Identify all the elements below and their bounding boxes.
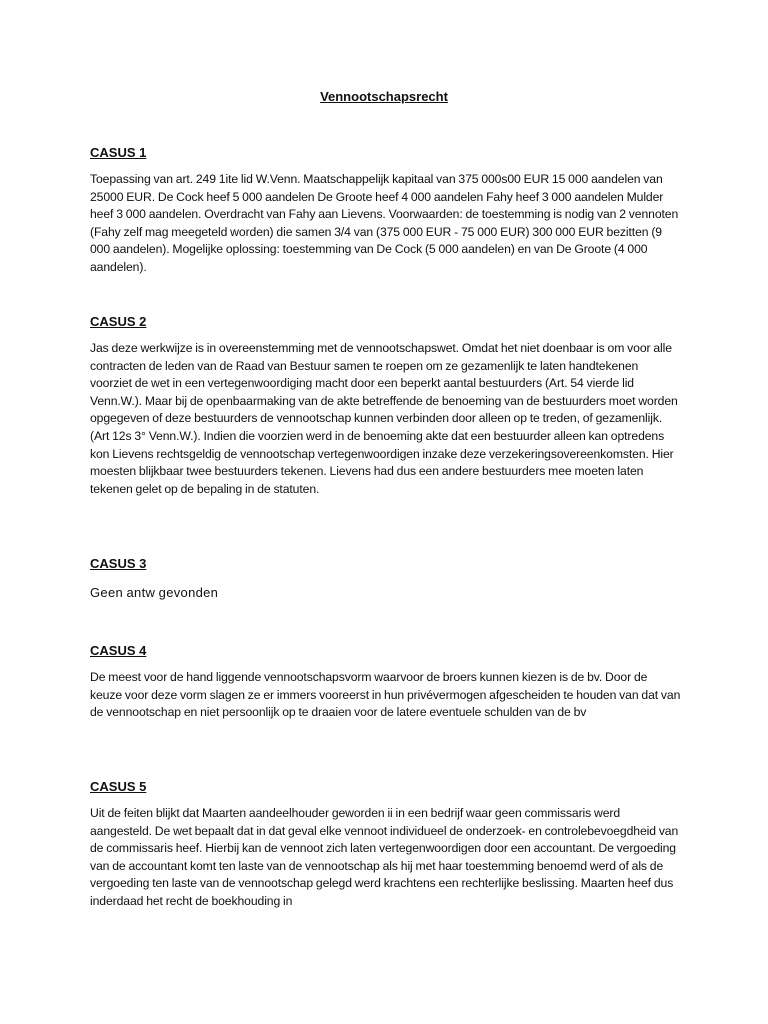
section-paragraph: Geen antw gevonden xyxy=(90,585,219,600)
section-casus-3 xyxy=(90,555,682,602)
section-casus-1 xyxy=(90,144,682,277)
section-paragraph: Uit de feiten blijkt dat Maarten aandeelhouder geworden ii in een bedrijf waar geen commissaris werd aangesteld. De wet bepaalt dat in dat geval elke vennoot individueel de onderzoek- en controlebevoegdheid van de commissaris heef. Hierbij kan de vennoot zich laten vertegenwoordigen door een accountant. De vergoeding van de accountant komt ten laste van de vennootschap als hij met haar toestemming benoemd werd of als de vergoeding ten laste van de vennootschap gelegd werd krachtens een rechterlijke beslissing. Maarten heef dus inderdaad het recht de boekhouding in xyxy=(90,806,679,908)
section-paragraph: De meest voor de hand liggende vennootschapsvorm waarvoor de broers kunnen kiezen is de bv. Door de keuze voor deze vorm slagen ze er immers vooreerst in hun privévermogen afgescheiden te houden van dat van de vennootschap en niet persoonlijk op te draaien voor de latere eventuele schulden van de bv xyxy=(90,670,681,720)
section-heading: CASUS 3 xyxy=(90,556,147,571)
section-heading: CASUS 1 xyxy=(90,145,147,160)
section-casus-2 xyxy=(90,313,682,498)
section-heading: CASUS 2 xyxy=(90,314,147,329)
section-heading: CASUS 5 xyxy=(90,779,147,794)
section-casus-5 xyxy=(90,778,682,911)
section-casus-4 xyxy=(90,642,682,722)
section-paragraph: Jas deze werkwijze is in overeenstemming met de vennootschapswet. Omdat het niet doenbaar is om voor alle contracten de leden van de Raad van Bestuur samen te roepen om ze gezamenlijk te laten handtekenen voorziet de wet in een vertegenwoordiging macht door een beperkt aantal bestuurders (Art. 54 vierde lid Venn.W.). Maar bij de openbaarmaking van de akte betreffende de benoeming van de bestuurders moet worden opgegeven of deze bestuurders de vennootschap kunnen verbinden door alleen op te treden, of gezamenlijk. (Art 12s 3° Venn.W.). Indien die voorzien werd in de benoeming akte dat een bestuurder alleen kan optredens kon Lievens rechtsgeldig de vennootschap vertegenwoordigen inzake deze verzekeringsovereenkomsten. Hier moesten blijkbaar twee bestuurders tekenen. Lievens had dus een andere bestuurders mee moeten laten tekenen gelet op de bepaling in de statuten. xyxy=(90,341,678,496)
document-title: Vennootschapsrecht xyxy=(320,89,448,104)
section-heading: CASUS 4 xyxy=(90,643,147,658)
section-paragraph: Toepassing van art. 249 1ite lid W.Venn. Maatschappelijk kapitaal van 375 000s00 EUR 15 000 aandelen van 25000 EUR. De Cock heef 5 000 aandelen De Groote heef 4 000 aandelen Fahy heef 3 000 aandelen Mulder heef 3 000 aandelen. Overdracht van Fahy aan Lievens. Voorwaarden: de toestemming is nodig van 2 vennoten (Fahy zelf mag meegeteld worden) die samen 3/4 van (375 000 EUR - 75 000 EUR) 300 000 EUR bezitten (9 000 aandelen). Mogelijke oplossing: toestemming van De Cock (5 000 aandelen) en van De Groote (4 000 aandelen). xyxy=(90,172,679,274)
